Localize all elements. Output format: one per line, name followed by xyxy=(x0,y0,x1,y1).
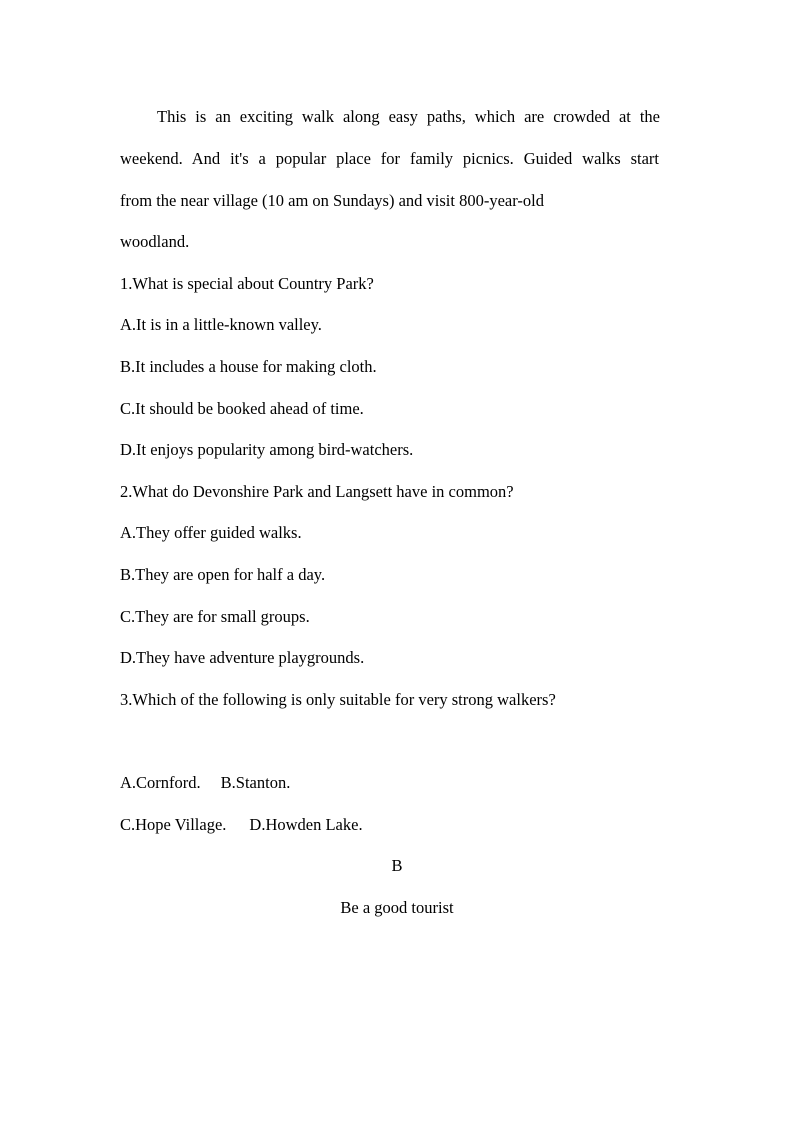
question-2-option-d: D.They have adventure playgrounds. xyxy=(120,648,365,667)
question-1-stem: 1.What is special about Country Park? xyxy=(120,274,374,293)
question-1-option-c: C.It should be booked ahead of time. xyxy=(120,399,364,418)
question-3-option-b: B.Stanton. xyxy=(220,773,291,792)
question-3-options-row-1 xyxy=(120,773,665,793)
question-1-option-d: D.It enjoys popularity among bird-watchers. xyxy=(120,440,414,459)
passage-line-1: This is an exciting walk along easy paths, which are crowded at the xyxy=(157,107,660,126)
question-3-stem: 3.Which of the following is only suitable for very strong walkers? xyxy=(120,690,556,709)
section-letter: B xyxy=(391,856,403,875)
question-2-option-b: B.They are open for half a day. xyxy=(120,565,326,584)
passage-line-3: from the near village (10 am on Sundays) and visit 800-year-old xyxy=(120,191,544,210)
question-2-option-c: C.They are for small groups. xyxy=(120,607,310,626)
question-3-option-c: C.Hope Village. xyxy=(120,815,227,834)
question-3-option-d: D.Howden Lake. xyxy=(249,815,363,834)
question-3-option-a: A.Cornford. xyxy=(120,773,201,792)
passage-line-4: woodland. xyxy=(120,232,190,251)
question-2-option-a: A.They offer guided walks. xyxy=(120,523,302,542)
question-2-stem: 2.What do Devonshire Park and Langsett have in common? xyxy=(120,482,514,501)
question-1-option-a: A.It is in a little-known valley. xyxy=(120,315,322,334)
question-3-options-row-2 xyxy=(120,815,665,835)
section-title: Be a good tourist xyxy=(340,898,454,917)
passage-line-2: weekend. And it's a popular place for family picnics. Guided walks start xyxy=(120,149,659,168)
question-1-option-b: B.It includes a house for making cloth. xyxy=(120,357,377,376)
